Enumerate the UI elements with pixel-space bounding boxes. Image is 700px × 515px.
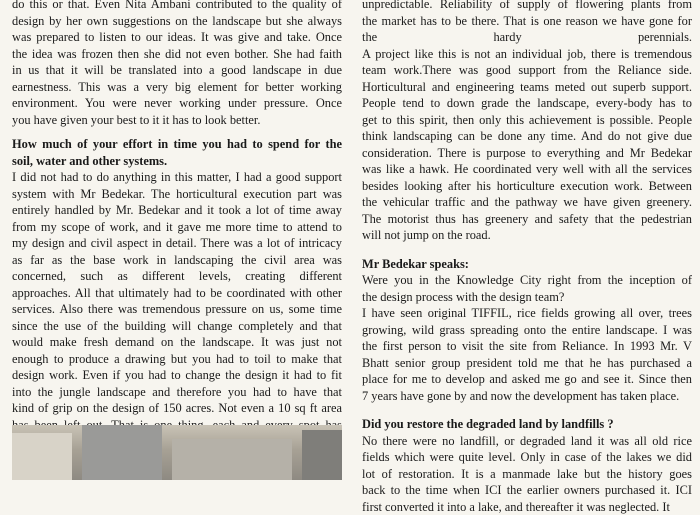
text-line: No there were no landfill, or degraded land it was all old rice	[362, 433, 692, 450]
answer-soil-water	[12, 169, 342, 450]
question-inception	[362, 272, 692, 305]
text-line: consideration. There is purpose to everything and Mr Bedekar	[362, 145, 692, 162]
right-intro-paragraph	[362, 0, 692, 244]
text-line: back to the time when ICI the earlier owners purchased it. ICI	[362, 482, 692, 499]
text-line: lot of restoration. It is a manmade lake but the history goes	[362, 466, 692, 483]
answer-inception	[362, 305, 692, 404]
text-line: place for me to develop and asked me go and see it. Since then	[362, 371, 692, 388]
text-line: the hardy perennials.	[362, 29, 692, 46]
left-column	[12, 0, 342, 450]
text-line: earnestness. This was a very big element for better working	[12, 79, 342, 96]
text-line: team work.There was good support from the Reliance side.	[362, 62, 692, 79]
text-line: growing, wild grass spreading onto the entire landscape. I was	[362, 322, 692, 339]
question-landfills	[362, 416, 692, 433]
text-line: the idea was frozen then she did not even bother. She had faith	[12, 46, 342, 63]
text-line: The motorist thus has greenery and safety that the pedestrian	[362, 211, 692, 228]
section-heading-bedekar	[362, 256, 692, 273]
text-line: kind of grip on the design of 150 acres. Not even a 10 sq ft area	[12, 400, 342, 417]
text-line: the first person to visit the site from Reliance. In 1993 Mr. V	[362, 338, 692, 355]
text-line: fields which were quite level. Only in case of the lakes we did	[362, 449, 692, 466]
text-line: 7 years have gone by and now the development has taken place.	[362, 388, 692, 405]
text-line: the design process with the design team?	[362, 289, 692, 306]
text-line: How much of your effort in time you had to spend for the	[12, 136, 342, 153]
text-line: since the use of the building will change completely and that	[12, 318, 342, 335]
text-line: first converted it into a lake, and thereafter it was neglected. It	[362, 499, 692, 515]
text-line: my design and civil aspect in detail. There was a lot of intricacy	[12, 235, 342, 252]
text-line: into the jungle landscape and therefore you had to have that	[12, 384, 342, 401]
text-line: the market has to be there. That is one reason we have gone for	[362, 13, 692, 30]
text-line: in us that it will be translated into a good landscape in due	[12, 62, 342, 79]
text-line: Bhatt senior group president told me that he has purchased a	[362, 355, 692, 372]
text-line: approaches. All that ultimately had to be coordinated with other	[12, 285, 342, 302]
text-line: enough to produce a drawing but you had to toil to make that	[12, 351, 342, 368]
answer-landfills	[362, 433, 692, 515]
text-line: services. Also there was tremendous pressure on us, some time	[12, 301, 342, 318]
question-landfills-text: Did you restore the degraded land by landfills ?	[362, 417, 614, 431]
text-line: unpredictable. Reliability of supply of flowering plants from	[362, 0, 692, 13]
text-line: would make fresh demand on the landscape. It was just not	[12, 334, 342, 351]
text-line: Horticultural and engineering teams meted out superb support.	[362, 79, 692, 96]
text-line: A project like this is not an individual job, there is tremendous	[362, 46, 692, 63]
text-line: design by her own suggestions on the landscape but she always	[12, 13, 342, 30]
text-line: I did not had to do anything in this matter, I had a good support	[12, 169, 342, 186]
text-line: concerned, such as different levels, creating different	[12, 268, 342, 285]
text-line: environment. You were never working under pressure. Once	[12, 95, 342, 112]
text-line: get to this spirit, then only this achievement is possible. People	[362, 112, 692, 129]
text-line: think landscaping can be done any time. And do not give due	[362, 128, 692, 145]
text-line: do this or that. Even Nita Ambani contributed to the quality of	[12, 0, 342, 13]
right-column	[362, 0, 692, 515]
text-line: the vehicular traffic and the pathway we have given greenery.	[362, 194, 692, 211]
text-line: system with Mr Bedekar. The horticultural execution part was	[12, 186, 342, 203]
text-line: you have given your best to it it has to look better.	[12, 112, 342, 129]
text-line: as far as the base work in landscaping the civil area was	[12, 252, 342, 269]
text-line: design work. Even if you had to change the design it had to fit	[12, 367, 342, 384]
building-photo	[12, 425, 342, 480]
text-line: People tend to down grade the landscape, every-body has to	[362, 95, 692, 112]
heading-text: Mr Bedekar speaks:	[362, 257, 469, 271]
text-line: Were you in the Knowledge City right from the inception of	[362, 272, 692, 289]
text-line: from my scope of work, and it gave me more time to attend to	[12, 219, 342, 236]
text-line: will not jump on the road.	[362, 227, 692, 244]
left-intro-paragraph	[12, 0, 342, 128]
text-line: soil, water and other systems.	[12, 153, 342, 170]
text-line: I have seen original TIFFIL, rice fields growing all over, trees	[362, 305, 692, 322]
text-line: was like a hawk. He coordinated very well with all the services	[362, 161, 692, 178]
text-line: was prepared to listen to our ideas. It was give and take. Once	[12, 29, 342, 46]
text-line: besides looking after his horticulture execution work. Between	[362, 178, 692, 195]
text-line: entirely handled by Mr. Bedekar and it took a lot of time away	[12, 202, 342, 219]
question-soil-water	[12, 136, 342, 169]
